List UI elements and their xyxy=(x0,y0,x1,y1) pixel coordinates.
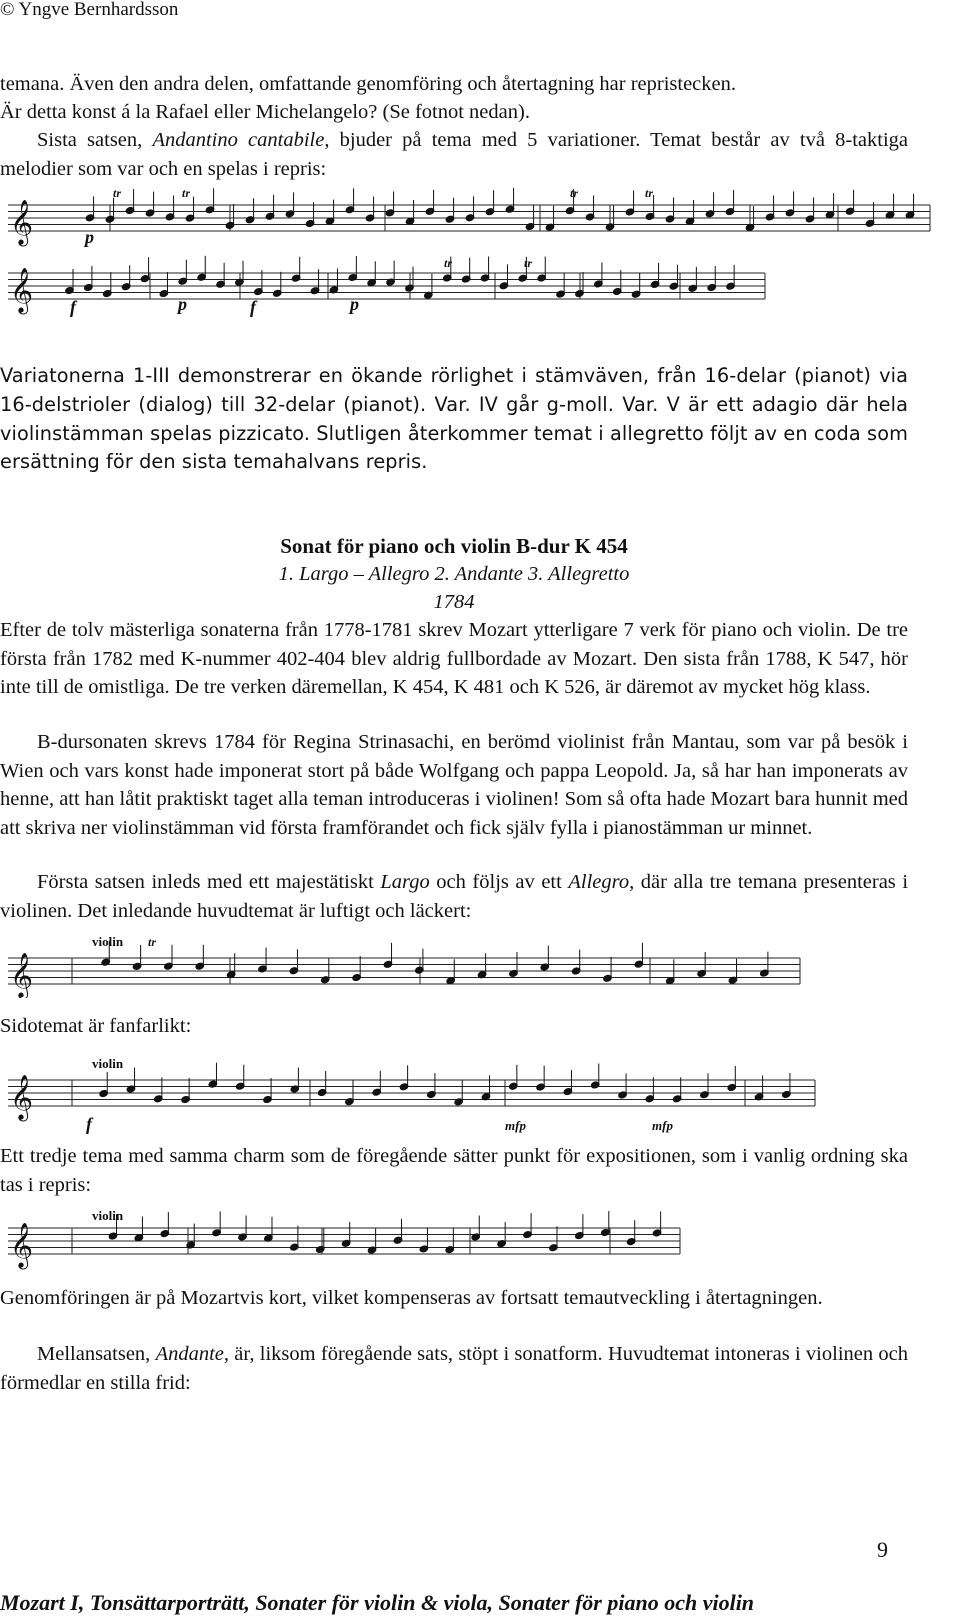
sonata-paragraph-1: Efter de tolv mästerliga sonaterna från 1778-1781 skrev Mozart ytterligare 7 verk för piano och violin. De tre första från 1782 med K-nummer 402-404 blev aldrig fullbordade av Mozart. Den sista från 1788, K 547, hör inte till de omistliga. De tre verken däremellan, K 454, K 481 och K 526, är däremot av mycket hög klass. xyxy=(0,619,908,699)
music-notation-third-theme xyxy=(0,1200,700,1270)
italic-run: Andantino cantabile xyxy=(152,129,325,151)
text-run: Mellansatsen, xyxy=(37,1343,156,1365)
sonata-movements: 1. Largo – Allegro 2. Andante 3. Allegretto xyxy=(278,563,630,585)
music-notation-side-theme xyxy=(0,1048,830,1138)
trill-mark: tr xyxy=(524,256,533,270)
instrument-label: violin xyxy=(92,1056,124,1071)
trill-mark: tr xyxy=(182,186,191,200)
dynamic-mark: p xyxy=(178,294,187,314)
treble-clef: 𝄞 xyxy=(10,1075,34,1120)
score-theme-andantino xyxy=(0,185,940,330)
treble-clef: 𝄞 xyxy=(10,268,34,313)
trill-mark: tr xyxy=(570,186,579,200)
score-third-theme xyxy=(0,1200,700,1270)
instrument-label: violin xyxy=(92,1208,124,1223)
text-run: , är, liksom föregående sats, stöpt i sonatform. Huvudtemat intoneras i violinen och förmedlar en stilla frid: xyxy=(0,1343,908,1394)
dynamic-mark: p xyxy=(350,294,359,314)
score-side-theme xyxy=(0,1048,830,1138)
andante-paragraph xyxy=(0,1340,908,1397)
dynamic-mark: mfp xyxy=(505,1118,526,1133)
trill-mark: tr xyxy=(444,256,453,270)
music-notation-main-theme xyxy=(0,928,820,998)
sonata-paragraph-3 xyxy=(0,868,908,925)
text-run: Sista satsen, xyxy=(37,129,153,151)
copyright-line: © Yngve Bernhardsson xyxy=(0,0,179,20)
intro-line-1: temana. Även den andra delen, omfattande genomföring och återtagning har repristecken. xyxy=(0,73,736,95)
italic-run: Allegro, xyxy=(568,871,635,893)
third-theme-paragraph: Ett tredje tema med samma charm som de föregående sätter punkt för expositionen, som i vanlig ordning ska tas i repris: xyxy=(0,1145,908,1196)
dynamic-mark: f xyxy=(250,297,256,317)
page-number: 9 xyxy=(877,1537,888,1562)
dynamic-mark: p xyxy=(85,227,94,247)
page-footer: Mozart I, Tonsättarporträtt, Sonater för violin & viola, Sonater för piano och violin xyxy=(0,1590,755,1615)
development-paragraph: Genomföringen är på Mozartvis kort, vilket kompenseras av fortsatt temautveckling i återtagningen. xyxy=(0,1287,823,1309)
trill-mark: tr xyxy=(645,186,654,200)
dynamic-mark: f xyxy=(70,297,76,317)
music-notation-andantino xyxy=(0,185,940,330)
text-run: , bjuder på tema med 5 variationer. Temat består av två 8-taktiga melodier som var och en spelas i repris: xyxy=(0,129,909,180)
intro-paragraph-2 xyxy=(0,126,908,183)
italic-run: Largo xyxy=(380,871,430,893)
instrument-label: violin xyxy=(92,934,124,949)
dynamic-mark: f xyxy=(86,1114,92,1134)
text-run: och följs av ett xyxy=(429,871,569,893)
treble-clef: 𝄞 xyxy=(10,953,34,998)
treble-clef: 𝄞 xyxy=(10,1223,34,1268)
side-theme-label: Sidotemat är fanfarlikt: xyxy=(0,1015,192,1037)
trill-mark: tr xyxy=(113,186,122,200)
sonata-paragraph-2: B-dursonaten skrevs 1784 för Regina Strinasachi, en berömd violinist från Mantau, som var på besök i Wien och vars konst hade imponerat stort på både Wolfgang och pappa Leopold. Ja, så har han imponerats av henne, att han låtit praktiskt taget alla teman introduceras i violinen! Som så ofta hade Mozart bara hunnit med att skriva ner violinstämman vid första framförandet och fick själv fylla i pianostämman ur minnet. xyxy=(0,731,908,839)
text-run: där alla tre temana presenteras i violinen. Det inledande huvudtemat är luftigt och läckert: xyxy=(0,871,909,922)
trill-mark: tr xyxy=(148,935,157,949)
treble-clef: 𝄞 xyxy=(10,200,34,245)
dynamic-mark: mfp xyxy=(652,1118,673,1133)
sonata-title: Sonat för piano och violin B-dur K 454 xyxy=(280,534,628,558)
italic-run: Andante xyxy=(155,1343,224,1365)
sonata-year: 1784 xyxy=(433,591,475,613)
variations-paragraph: Variatonerna 1-III demonstrerar en ökande rörlighet i stämväven, från 16-delar (pianot) via 16-delstrioler (dialog) till 32-delar (pianot). Var. IV går g-moll. Var. V är ett adagio där hela violinstämman spelas pizzicato. Slutligen återkommer temat i allegretto följt av en coda som ersättning för den sista temahalvans repris. xyxy=(0,364,908,474)
score-main-theme xyxy=(0,928,820,998)
intro-line-2: Är detta konst á la Rafael eller Michelangelo? (Se fotnot nedan). xyxy=(0,101,530,123)
text-run: Första satsen inleds med ett majestätiskt xyxy=(37,871,381,893)
